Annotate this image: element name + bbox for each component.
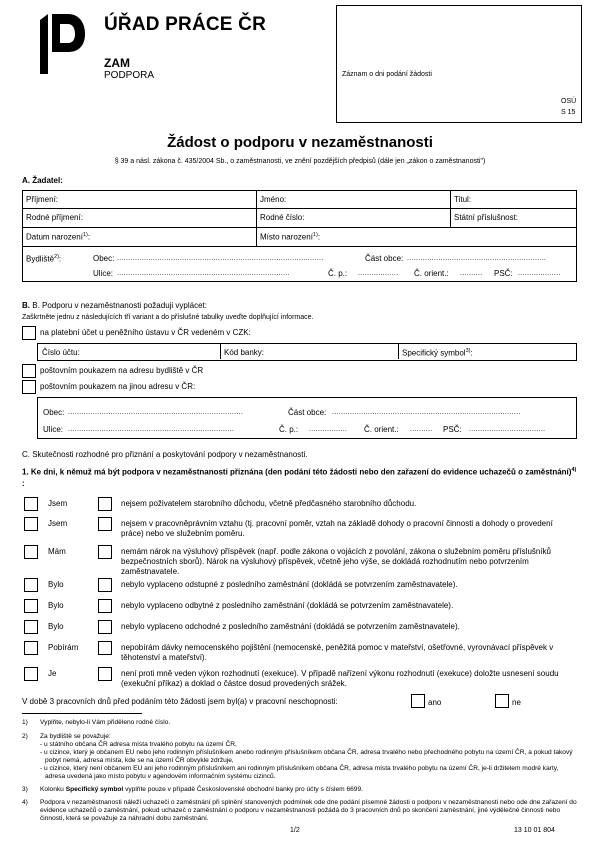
residence-label: Bydliště$^{2)}$: — [26, 254, 62, 264]
declaration-text: nebylo vyplaceno odstupné z posledního zaměstnání (dokládá se potvrzením zaměstnavatele). — [121, 580, 458, 589]
citizenship-field[interactable]: Státní příslušnost: — [454, 213, 519, 222]
residence-house-no[interactable]: Č. p.: — [328, 269, 348, 278]
receipt-note: Záznam o dni podání žádosti — [342, 71, 432, 78]
residence-orient-dots: .......... — [460, 270, 483, 277]
declaration-affirm-checkbox[interactable] — [24, 620, 38, 634]
residence-municipality[interactable]: Obec: — [93, 254, 115, 263]
footnote-3-number: 3) — [22, 786, 28, 793]
section-code: ZAM — [104, 56, 130, 70]
declaration-affirm-label: Pobírám — [48, 643, 79, 652]
section-b-instruction: Zaškrtněte jednu z následujících tří variant a do příslušné tabulky uveďte doplňující informace. — [22, 314, 314, 321]
option-postal-home-checkbox[interactable] — [22, 364, 36, 378]
other-street-dots: .......................................................................... — [68, 426, 235, 433]
form-code-osu: OSÚ — [561, 98, 577, 105]
declaration-affirm-checkbox[interactable] — [24, 578, 38, 592]
declaration-affirm-checkbox[interactable] — [24, 545, 38, 559]
other-street[interactable]: Ulice: — [43, 425, 64, 434]
applicant-table — [22, 190, 577, 282]
birth-surname-field[interactable]: Rodné příjmení: — [26, 213, 83, 222]
footnote-1-number: 1) — [22, 719, 28, 726]
incapacity-question: V době 3 pracovních dnů před podáním této žádosti jsem byl(a) v pracovní neschopnosti: — [22, 697, 338, 706]
other-house-dots: ................. — [309, 426, 348, 433]
section-a-heading: A. Žadatel: — [22, 176, 63, 185]
footnote-1-text: Vyplňte, nebylo-li Vám přiděleno rodné číslo. — [40, 719, 171, 726]
residence-municipality-dots: ............................................................................................ — [117, 255, 324, 262]
page-title: Žádost o podporu v nezaměstnanosti — [167, 134, 433, 151]
first-name-field[interactable]: Jméno: — [260, 195, 287, 204]
receipt-stamp-box[interactable] — [336, 5, 582, 123]
other-municipality[interactable]: Obec: — [43, 408, 65, 417]
declaration-text: nebylo vyplaceno odchodné z posledního zaměstnání (dokládá se potvrzením zaměstnavatele). — [121, 622, 460, 631]
footnote-2-text: Za bydliště se považuje: - u státního občana ČR adresa místa trvalého pobytu na území ČR, - u cizince, který je občanem EU nebo jeho rodinným příslušníkem anebo rodinným příslušníkem občana ČR, adresa trvalého nebo přechodného pobytu na území ČR, a pokud takový pobyt nemá, adresa místa, kde se na území ČR obvykle zdržuje, - u cizince, který není občanem EU ani jeho rodinným příslušníkem ani rodinným příslušníkem občana ČR, adresa místa trvalého pobytu na území ČR, je-li držitelem modré karty, adresa uvedená jako místo pobytu v agendovém informačním systému cizinců. — [40, 733, 573, 780]
declaration-text: není proti mně veden výkon rozhodnutí (exekuce). V případě nařízení výkonu rozhodnutí (exekuce) doložte usnesení soudu (exekuční příkaz) a doklad o částce dosud provedených srážek. — [121, 669, 559, 688]
bank-table — [37, 343, 577, 361]
declaration-text: nemám nárok na výsluhový příspěvek (např. podle zákona o vojácích z povolání, zákona o služebním poměru příslušníků bezpečnostních sborů). Nárok na výsluhový příspěvek, včetně jeho výše, se dokládá rozhodnutím nebo potvrzením zaměstnavatele. — [121, 547, 552, 576]
declaration-affirm-label: Bylo — [48, 580, 64, 589]
form-code-s15: S 15 — [561, 109, 576, 116]
declaration-text: nebylo vyplaceno odbytné z posledního zaměstnání (dokládá se potvrzením zaměstnavatele). — [121, 601, 454, 610]
residence-part-dots: .............................................................. — [407, 255, 547, 262]
other-address-table — [37, 397, 577, 439]
other-zip[interactable]: PSČ: — [443, 425, 462, 434]
birth-number-field[interactable]: Rodné číslo: — [260, 213, 305, 222]
residence-zip[interactable]: PSČ: — [494, 269, 513, 278]
declaration-affirm-checkbox[interactable] — [24, 599, 38, 613]
incapacity-no-label: ne — [512, 698, 521, 707]
section-c-heading: C. Skutečnosti rozhodné pro přiznání a poskytování podpory v nezaměstnanosti. — [22, 450, 308, 459]
footnote-4-number: 4) — [22, 799, 28, 806]
option-postal-home-label: poštovním poukazem na adresu bydliště v ČR — [40, 366, 204, 375]
other-municipality-dots: .............................................................................. — [68, 409, 244, 416]
footnote-divider — [22, 713, 142, 714]
option-bank-label: na platební účet u peněžního ústavu v ČR vedeném v CZK: — [40, 328, 251, 337]
declaration-affirm-label: Jsem — [48, 519, 68, 528]
option-postal-other-checkbox[interactable] — [22, 380, 36, 394]
incapacity-no-checkbox[interactable] — [495, 694, 509, 708]
residence-street[interactable]: Ulice: — [93, 269, 114, 278]
section-b-heading: B. B. Podporu v nezaměstnanosti požaduji vyplácet: — [22, 301, 208, 310]
other-municipality-part[interactable]: Část obce: — [288, 408, 327, 417]
declaration-affirm-checkbox[interactable] — [24, 641, 38, 655]
declaration-negate-checkbox[interactable] — [98, 641, 112, 655]
form-number: 13 10 01 804 — [514, 827, 555, 834]
declaration-negate-checkbox[interactable] — [98, 517, 112, 531]
birth-date-field[interactable]: Datum narození$^{1)}$: — [26, 232, 91, 242]
logo-icon — [38, 12, 86, 76]
declaration-negate-checkbox[interactable] — [98, 578, 112, 592]
other-house-no[interactable]: Č. p.: — [279, 425, 299, 434]
declaration-affirm-label: Mám — [48, 547, 66, 556]
declaration-affirm-checkbox[interactable] — [24, 667, 38, 681]
other-orient-no[interactable]: Č. orient.: — [364, 425, 399, 434]
bank-code-field[interactable]: Kód banky: — [224, 348, 265, 357]
declaration-affirm-label: Bylo — [48, 601, 64, 610]
declaration-affirm-checkbox[interactable] — [24, 517, 38, 531]
declaration-text: nejsem poživatelem starobního důchodu, včetně předčasného starobního důchodu. — [121, 499, 417, 508]
other-part-dots: .................................................................................... — [332, 409, 521, 416]
specific-symbol-field[interactable]: Specifický symbol$^{3)}$: — [402, 348, 473, 358]
section-c-question: 1. Ke dni, k němuž má být podpora v nezaměstnanosti přiznána (den podání této žádosti nebo den zařazení do evidence uchazečů o zaměstnání)$^{4)}$ : — [22, 467, 577, 488]
page-number: 1/2 — [290, 827, 300, 834]
degree-field[interactable]: Titul: — [454, 195, 472, 204]
incapacity-yes-label: ano — [428, 698, 442, 707]
residence-house-dots: .................. — [358, 270, 399, 277]
other-zip-dots: .................................. — [469, 426, 546, 433]
declaration-text: nepobírám dávky nemocenského pojištění (nemocenské, peněžitá pomoc v mateřství, ošetřovné, vyrovnávací příspěvek v těhotenství a mateřství). — [121, 643, 554, 662]
declaration-text: nejsem v pracovněprávním vztahu (tj. pracovní poměr, vztah na základě dohody o pracovní činnosti a dohody o provedení práce) nebo ve služebním poměru. — [121, 519, 553, 538]
residence-municipality-part[interactable]: Část obce: — [365, 254, 404, 263]
declaration-negate-checkbox[interactable] — [98, 599, 112, 613]
residence-zip-dots: ................... — [518, 270, 561, 277]
declaration-negate-checkbox[interactable] — [98, 620, 112, 634]
declaration-negate-checkbox[interactable] — [98, 667, 112, 681]
office-name: ÚŘAD PRÁCE ČR — [104, 14, 266, 35]
declaration-affirm-label: Jsem — [48, 499, 68, 508]
residence-street-dots: ............................................................................. — [117, 270, 290, 277]
declaration-negate-checkbox[interactable] — [98, 545, 112, 559]
office-logo — [38, 12, 86, 76]
birth-place-field[interactable]: Místo narození$^{1)}$: — [260, 232, 321, 242]
section-name: PODPORA — [104, 70, 155, 81]
residence-orient-no[interactable]: Č. orient.: — [414, 269, 449, 278]
footnote-2-number: 2) — [22, 733, 28, 740]
declaration-negate-checkbox[interactable] — [98, 497, 112, 511]
incapacity-yes-checkbox[interactable] — [411, 694, 425, 708]
page-subtitle: § 39 a násl. zákona č. 435/2004 Sb., o zaměstnanosti, ve znění pozdějších předpisů (dále jen „zákon o zaměstnanosti") — [114, 158, 486, 165]
option-postal-other-label: poštovním poukazem na jinou adresu v ČR: — [40, 382, 196, 391]
account-number-field[interactable]: Číslo účtu: — [42, 348, 80, 357]
declaration-affirm-checkbox[interactable] — [24, 497, 38, 511]
footnote-3-text: Kolonku Specifický symbol vyplňte pouze v případě Československé obchodní banky pro účty s číslem 6699. — [40, 786, 363, 793]
declaration-affirm-label: Je — [48, 669, 57, 678]
option-bank-checkbox[interactable] — [22, 326, 36, 340]
other-orient-dots: .......... — [410, 426, 433, 433]
declaration-affirm-label: Bylo — [48, 622, 64, 631]
surname-field[interactable]: Příjmení: — [26, 195, 59, 204]
footnote-4-text: Podpora v nezaměstnanosti náleží uchazeči o zaměstnání při splnění stanovených podmínek ode dne podání písemné žádosti o podporu v nezaměstnanosti nebo ode dne zařazení do evidence uchazečů o zaměstnání, pokud uchazeč o zaměstnání o podporu v nezaměstnanosti požádá do 3 pracovních dnů po skončení zaměstnání, jiné výdělečné činnosti nebo činnosti, která se považuje za náhradní dobu zaměstnání. — [40, 799, 577, 822]
